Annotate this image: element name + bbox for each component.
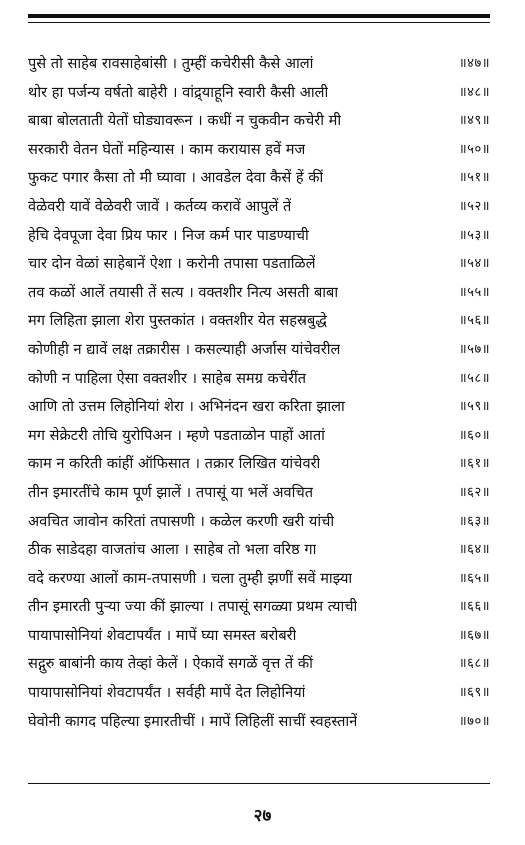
verse-text: बाबा बोलताती येतों घोड्यावरून । कधीं न चुकवीन कचेरी मी bbox=[28, 112, 342, 130]
verse-number: ॥५९॥ bbox=[458, 399, 490, 415]
verse-line bbox=[28, 107, 490, 136]
verse-text: तीन इमारतींचे काम पूर्ण झालें । तपासूं या भलें अवचित bbox=[28, 483, 314, 501]
verse-number: ॥६०॥ bbox=[458, 427, 490, 443]
verse-line bbox=[28, 50, 490, 79]
page-number: २७ bbox=[253, 806, 272, 826]
verse-line bbox=[28, 164, 490, 193]
verse-line bbox=[28, 536, 490, 565]
bottom-border bbox=[28, 783, 490, 784]
verse-text: मग लिहिता झाला शेरा पुस्तकांत । वक्तशीर येत सहस्रबुद्धे bbox=[28, 312, 327, 330]
verse-number: ॥६८॥ bbox=[458, 656, 490, 672]
verse-line bbox=[28, 393, 490, 422]
verse-line bbox=[28, 650, 490, 679]
verse-line bbox=[28, 193, 490, 222]
verse-number: ॥६२॥ bbox=[458, 484, 490, 500]
verse-number: ॥५३॥ bbox=[458, 227, 490, 243]
verse-number: ॥६९॥ bbox=[458, 685, 490, 701]
verse-number: ॥५५॥ bbox=[458, 284, 490, 300]
verse-text: वेळेवरी यावें वेळेवरी जावें । कर्तव्य करावें आपुलें तें bbox=[28, 197, 292, 215]
verse-text: ठीक साडेदहा वाजतांच आला । साहेब तो भला वरिष्ठ गा bbox=[28, 541, 317, 559]
verse-number: ॥६७॥ bbox=[458, 627, 490, 643]
verse-line bbox=[28, 508, 490, 537]
verse-number: ॥५६॥ bbox=[458, 313, 490, 329]
verse-line bbox=[28, 450, 490, 479]
verse-number: ॥५४॥ bbox=[458, 256, 490, 272]
verse-number: ॥४८॥ bbox=[458, 84, 490, 100]
verse-number: ॥४९॥ bbox=[458, 113, 490, 129]
verse-line bbox=[28, 136, 490, 165]
verse-number: ॥६५॥ bbox=[458, 570, 490, 586]
verse-line bbox=[28, 307, 490, 336]
verse-number: ॥७०॥ bbox=[458, 713, 490, 729]
verse-text: सद्गुरु बाबांनी काय तेव्हां केलें । ऐकावें सगळें वृत्त तें कीं bbox=[28, 655, 313, 673]
verse-number: ॥६१॥ bbox=[458, 456, 490, 472]
verse-line bbox=[28, 79, 490, 108]
verse-text: पायापासोनियां शेवटापर्यंत । मापें घ्या समस्त बरोबरी bbox=[28, 626, 297, 644]
verse-text: कोणी न पाहिला ऐसा वक्तशीर । साहेब समग्र कचेरींत bbox=[28, 369, 307, 387]
verse-text: सरकारी वेतन घेतों महिन्यास । काम करायास हवें मज bbox=[28, 140, 306, 158]
verse-text: वदे करण्या आलों काम-तपासणी । चला तुम्ही झणीं सवें माझ्या bbox=[28, 569, 353, 587]
verse-line bbox=[28, 279, 490, 308]
verse-number: ॥६६॥ bbox=[458, 599, 490, 615]
verse-line bbox=[28, 336, 490, 365]
verse-number: ॥५०॥ bbox=[458, 141, 490, 157]
verse-text: आणि तो उत्तम लिहोनियां शेरा । अभिनंदन खरा करिता झाला bbox=[28, 398, 345, 416]
verse-number: ॥५७॥ bbox=[458, 341, 490, 357]
verse-text: काम न करिती कांहीं ऑफिसात । तक्रार लिखित यांचेवरी bbox=[28, 455, 321, 473]
verse-line bbox=[28, 250, 490, 279]
verse-text: घेवोनी कागद पहिल्या इमारतीचीं । मापें लिहिलीं साचीं स्वहस्तानें bbox=[28, 712, 358, 730]
verse-line bbox=[28, 622, 490, 651]
verse-number: ॥५२॥ bbox=[458, 198, 490, 214]
verse-text: थोर हा पर्जन्य वर्षतो बाहेरी । वांद्र्याहूनि स्वारी कैसी आली bbox=[28, 83, 329, 101]
verse-text: पायापासोनियां शेवटापर्यंत । सर्वही मापें देत लिहोनियां bbox=[28, 684, 306, 702]
verse-text: कोणीही न द्यावें लक्ष तक्रारीस । कसल्याही अर्जास यांचेवरील bbox=[28, 340, 341, 358]
verse-text: हेचि देवपूजा देवा प्रिय फार । निज कर्म पार पाडण्याची bbox=[28, 226, 309, 244]
verse-line bbox=[28, 593, 490, 622]
verse-line bbox=[28, 479, 490, 508]
verse-text: फुकट पगार कैसा तो मी घ्यावा । आवडेल देवा कैसें हें कीं bbox=[28, 169, 324, 187]
verse-text: चार दोन वेळां साहेबानें ऐशा । करोनी तपासा पडताळिलें bbox=[28, 255, 316, 273]
verse-text: मग सेक्रेटरी तोचि युरोपिअन । म्हणे पडताळोन पाहों आतां bbox=[28, 426, 325, 444]
verse-text: अवचित जावोन करितां तपासणी । कळेल करणी खरी यांची bbox=[28, 512, 335, 530]
verse-line bbox=[28, 565, 490, 594]
verse-line bbox=[28, 422, 490, 451]
verse-line bbox=[28, 679, 490, 708]
verse-text: तव कळों आलें तयासी तें सत्य । वक्तशीर नित्य असती बाबा bbox=[28, 283, 339, 301]
verse-line bbox=[28, 708, 490, 737]
verse-number: ॥५८॥ bbox=[458, 370, 490, 386]
top-border-thick bbox=[28, 14, 490, 18]
verse-line bbox=[28, 365, 490, 394]
verse-text: पुसे तो साहेब रावसाहेबांसी । तुम्हीं कचेरीसी कैसे आलां bbox=[28, 55, 314, 72]
verse-number: ॥६३॥ bbox=[458, 513, 490, 529]
verse-list bbox=[28, 50, 490, 736]
top-border-thin bbox=[28, 22, 490, 23]
verse-line bbox=[28, 222, 490, 251]
verse-text: तीन इमारती पुऱ्या ज्या कीं झाल्या । तपासूं सगळ्या प्रथम त्याची bbox=[28, 598, 358, 616]
verse-number: ॥४७॥ bbox=[458, 56, 490, 71]
verse-number: ॥५१॥ bbox=[458, 170, 490, 186]
verse-number: ॥६४॥ bbox=[458, 542, 490, 558]
